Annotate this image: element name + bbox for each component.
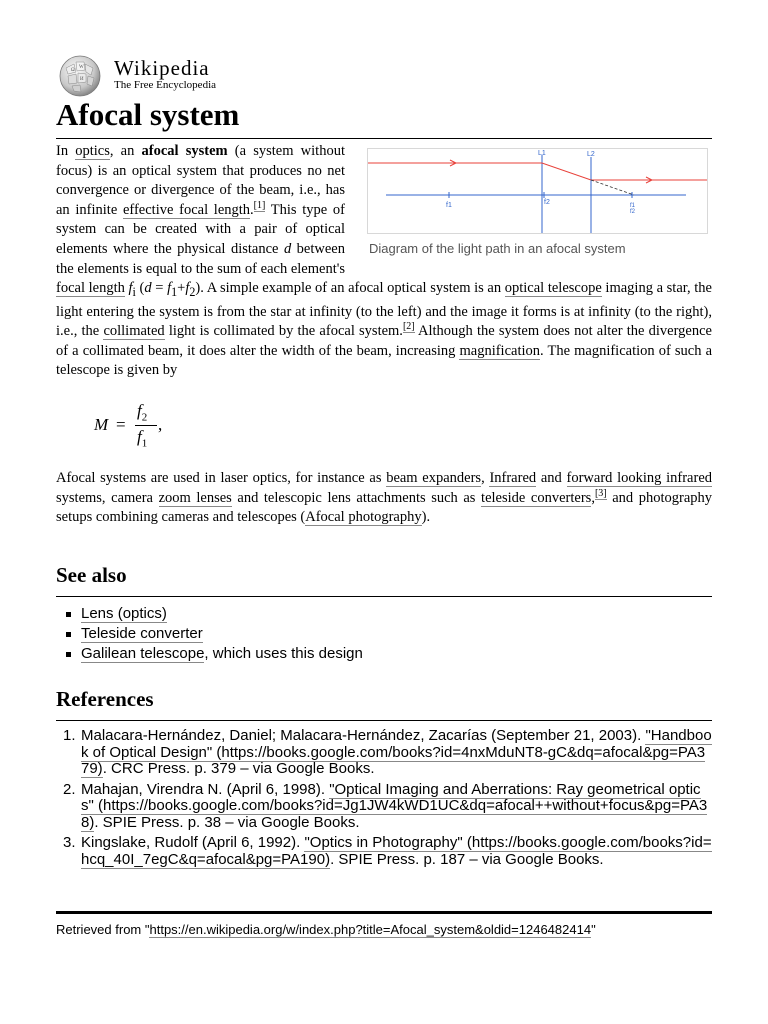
text: systems, camera bbox=[56, 489, 159, 506]
label-f2: f2 bbox=[544, 199, 550, 206]
reference-link[interactable]: "Handbook of Optical Design" (https://books.google.com/books?id=4nxMduNT8-gC&dq=afocal&pg=PA379) bbox=[81, 727, 712, 777]
link-teleside-converter[interactable]: Teleside converter bbox=[81, 625, 203, 642]
svg-text:Ω: Ω bbox=[71, 68, 75, 73]
text: + bbox=[177, 280, 186, 297]
text: " bbox=[591, 922, 596, 937]
label-l1: L1 bbox=[538, 150, 546, 157]
text: , an bbox=[109, 143, 142, 159]
bold-term: afocal system bbox=[141, 143, 228, 159]
sub: 1 bbox=[171, 285, 178, 300]
label-l2: L2 bbox=[587, 151, 595, 158]
link-optical-telescope[interactable]: optical telescope bbox=[504, 280, 602, 297]
link-collimated[interactable]: collimated bbox=[103, 323, 165, 340]
footer-divider bbox=[56, 911, 712, 914]
var-f: f bbox=[185, 280, 190, 297]
link-zoom-lenses[interactable]: zoom lenses bbox=[158, 489, 232, 506]
link-forward-looking-infrared[interactable]: forward looking infrared bbox=[566, 470, 713, 487]
text: imaging a star, the light entering the system is from the star at infinity (to the left) and the image it forms is at infinity (to the right), i.e., the bbox=[56, 280, 712, 340]
text: , which uses this design bbox=[204, 645, 363, 662]
permanent-link[interactable]: https://en.wikipedia.org/w/index.php?title=Afocal_system&oldid=1246482414 bbox=[149, 922, 592, 937]
reference-item bbox=[56, 835, 712, 868]
formula-numerator bbox=[137, 401, 147, 428]
text: = bbox=[151, 280, 168, 297]
formula-comma: , bbox=[158, 415, 163, 435]
text: Afocal systems are used in laser optics, for instance as bbox=[56, 470, 387, 487]
wikipedia-wordmark: Wikipedia bbox=[114, 56, 210, 80]
text: and telescopic lens attachments such as bbox=[231, 489, 482, 506]
figure-caption: Diagram of the light path in an afocal system bbox=[369, 241, 626, 256]
link-focal-length[interactable]: focal length bbox=[56, 280, 125, 297]
link-effective-focal-length[interactable]: effective focal length bbox=[122, 201, 251, 218]
citation-2[interactable]: [2] bbox=[402, 321, 415, 333]
see-also-list bbox=[56, 604, 363, 664]
reference-item bbox=[56, 782, 712, 832]
references-list bbox=[56, 728, 712, 872]
link-teleside-converters[interactable]: teleside converters bbox=[481, 489, 592, 506]
text: and bbox=[536, 470, 567, 487]
list-item bbox=[56, 624, 363, 644]
formula-denominator bbox=[137, 427, 147, 454]
link-magnification[interactable]: magnification bbox=[459, 342, 541, 359]
list-item bbox=[56, 604, 363, 624]
text: . CRC Press. p. 379 – via Google Books. bbox=[102, 760, 375, 777]
link-beam-expanders[interactable]: beam expanders bbox=[386, 470, 482, 487]
den-sub: 1 bbox=[141, 437, 148, 450]
retrieved-from bbox=[56, 922, 596, 937]
text: In bbox=[56, 143, 76, 159]
svg-text:И: И bbox=[80, 77, 84, 82]
light-ray bbox=[368, 163, 707, 180]
text: Although the system does not alter the divergence of a collimated beam, it does alter the width of the beam, increasing bbox=[56, 323, 712, 359]
text: ). A simple example of an afocal optical system is an bbox=[195, 280, 505, 297]
text: between the elements is equal to the sum of each element's bbox=[56, 240, 345, 277]
var-d: d bbox=[144, 280, 152, 297]
references-heading: References bbox=[56, 684, 712, 721]
label-f1-right: f1 bbox=[630, 203, 636, 209]
figure-afocal-diagram bbox=[367, 148, 712, 259]
text: . bbox=[250, 201, 254, 218]
article-body bbox=[56, 142, 712, 528]
citation-3[interactable]: [3] bbox=[594, 487, 607, 499]
applications-paragraph bbox=[56, 469, 712, 528]
svg-text:W: W bbox=[79, 65, 84, 70]
reference-link[interactable]: "Optical Imaging and Aberrations: Ray geometrical optics" (https://books.google.com/books?id=Jg1JW4kWD1UC&dq=afocal++without+focus&pg=PA38) bbox=[81, 780, 708, 831]
var-f: f bbox=[167, 280, 172, 297]
formula-equals: = bbox=[116, 415, 126, 435]
text: This type of system can be created with a pair of optical elements where the physical distance bbox=[56, 201, 345, 257]
see-also-heading: See also bbox=[56, 560, 712, 597]
text: . The magnification of such a telescope is given by bbox=[56, 342, 713, 379]
wikipedia-tagline: The Free Encyclopedia bbox=[114, 79, 217, 91]
text: ). bbox=[421, 509, 431, 526]
text: Retrieved from " bbox=[56, 922, 150, 937]
sub: 2 bbox=[189, 285, 196, 300]
label-f2-right: f2 bbox=[630, 209, 636, 215]
den-f: f bbox=[137, 427, 142, 447]
link-galilean-telescope[interactable]: Galilean telescope bbox=[81, 645, 205, 662]
reference-link[interactable]: "Optics in Photography" (https://books.google.com/books?id=hcq_40I_7egC&q=afocal&pg=PA190) bbox=[81, 834, 712, 868]
text: . SPIE Press. p. 187 – via Google Books. bbox=[330, 850, 604, 868]
afocal-light-path-diagram bbox=[368, 149, 707, 233]
text: ( bbox=[135, 280, 145, 297]
text: and photography setups combining cameras and telescopes ( bbox=[56, 489, 712, 526]
num-f: f bbox=[137, 401, 142, 421]
text: . SPIE Press. p. 38 – via Google Books. bbox=[94, 813, 360, 831]
label-f1: f1 bbox=[446, 202, 452, 209]
text: (a system without focus) is an optical system that produces no net convergence or divergence of the beam, i.e., has an infinite bbox=[56, 143, 345, 218]
num-sub: 2 bbox=[141, 411, 148, 424]
text: , bbox=[591, 489, 595, 506]
reference-number: 3. bbox=[63, 834, 76, 851]
text: Malacara-Hernández, Daniel; Malacara-Hernández, Zacarías (September 21, 2003). bbox=[81, 727, 646, 744]
link-optics[interactable]: optics bbox=[75, 143, 110, 159]
link-infrared[interactable]: Infrared bbox=[489, 470, 537, 487]
link-afocal-photography[interactable]: Afocal photography bbox=[305, 509, 422, 526]
sub: i bbox=[132, 285, 136, 300]
list-item bbox=[56, 644, 363, 664]
construction-line bbox=[591, 180, 634, 195]
magnification-formula bbox=[94, 401, 712, 450]
text: light is collimated by the afocal system. bbox=[164, 323, 403, 340]
link-lens-optics[interactable]: Lens (optics) bbox=[81, 605, 167, 622]
var-d: d bbox=[283, 240, 292, 257]
reference-item bbox=[56, 728, 712, 778]
reference-number: 1. bbox=[63, 727, 76, 744]
var-f: f bbox=[128, 280, 133, 297]
figure-frame[interactable] bbox=[367, 148, 708, 234]
formula-lhs: M bbox=[94, 415, 109, 435]
text: , bbox=[481, 470, 490, 487]
citation-1[interactable]: [1] bbox=[253, 199, 266, 211]
fraction-bar bbox=[135, 425, 157, 426]
page-title: Afocal system bbox=[56, 92, 712, 139]
reference-number: 2. bbox=[63, 780, 76, 798]
text: Kingslake, Rudolf (April 6, 1992). bbox=[81, 834, 305, 851]
text: Mahajan, Virendra N. (April 6, 1998). bbox=[81, 780, 330, 798]
